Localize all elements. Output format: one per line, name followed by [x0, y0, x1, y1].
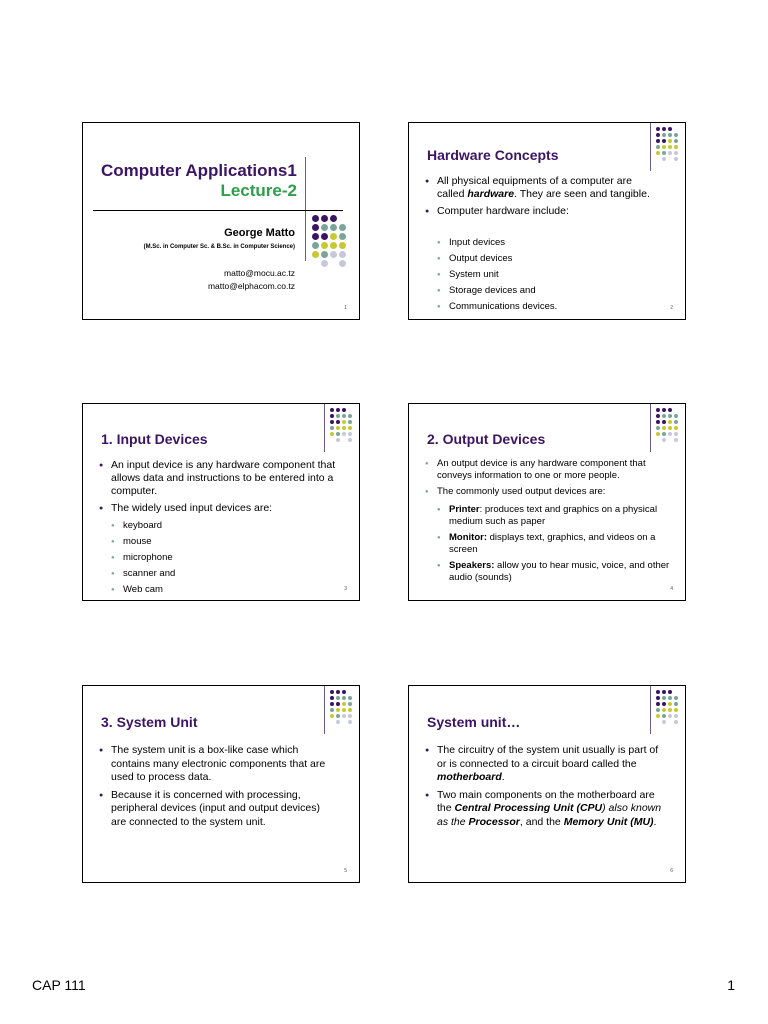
sub-bullet-list [437, 237, 657, 317]
slide-number: 2 [670, 305, 673, 311]
slide-title: 2. Output Devices [427, 431, 546, 447]
email-1: matto@mocu.ac.tz [224, 268, 295, 278]
slide-title: Hardware Concepts [427, 147, 559, 163]
bullet-item: ● An input device is any hardware component that allows data and instructions to be entered into a computer. [99, 459, 337, 498]
sub-bullet-item: ● Speakers: allow you to hear music, voice, and other audio (sounds) [437, 560, 673, 584]
divider-vertical [324, 686, 325, 734]
email-2: matto@elphacom.co.tz [207, 281, 295, 291]
sub-bullet-item: ● Storage devices and [437, 285, 657, 297]
divider-vertical [650, 404, 651, 452]
bullet-list [99, 459, 337, 519]
slide-number: 3 [344, 586, 347, 592]
divider-vertical [324, 404, 325, 452]
sub-bullet-list [111, 520, 331, 600]
slide-number: 4 [670, 586, 673, 592]
slide-title: System unit… [427, 714, 521, 730]
slide-title: 3. System Unit [101, 714, 198, 730]
slide-6 [408, 685, 686, 883]
bullet-item: ● The commonly used output devices are: [425, 486, 671, 498]
slide-3 [82, 403, 360, 601]
slide-number: 1 [344, 305, 347, 311]
bullet-list [425, 175, 657, 222]
slide-title: 1. Input Devices [101, 431, 208, 447]
slide-2 [408, 122, 686, 320]
bullet-item: ● An output device is any hardware component that conveys information to one or more people. [425, 458, 671, 482]
bullet-item: ● The widely used input devices are: [99, 502, 337, 515]
sub-bullet-list [437, 504, 673, 588]
sub-bullet-item: ● Output devices [437, 253, 657, 265]
footer-course: CAP 111 [32, 977, 86, 993]
slide-subtitle: Lecture-2 [220, 181, 297, 200]
sub-bullet-item: ● keyboard [111, 520, 331, 532]
footer-page-number: 1 [727, 977, 735, 993]
decorative-dots [656, 690, 678, 724]
slide-title: Computer Applications1 [101, 161, 297, 180]
sub-bullet-item: ● Communications devices. [437, 301, 657, 313]
sub-bullet-item: ● microphone [111, 552, 331, 564]
bullet-list [425, 458, 671, 498]
sub-bullet-item: ● Input devices [437, 237, 657, 249]
slide-number: 5 [344, 868, 347, 874]
bullet-item: ● All physical equipments of a computer are called hardware. They are seen and tangible. [425, 175, 657, 201]
bullet-list [99, 744, 337, 833]
sub-bullet-item: ● mouse [111, 536, 331, 548]
divider-vertical [650, 123, 651, 171]
bullet-item: ● The circuitry of the system unit usually is part of or is connected to a circuit board called the motherboard. [425, 744, 669, 785]
decorative-dots [312, 215, 346, 267]
slide-5 [82, 685, 360, 883]
sub-bullet-item: ● System unit [437, 269, 657, 281]
slide-4 [408, 403, 686, 601]
author-name: George Matto [224, 227, 295, 239]
bullet-item: ● Two main components on the motherboard are the Central Processing Unit (CPU) also known as the Processor, and the Memory Unit (MU). [425, 789, 669, 830]
divider-vertical [650, 686, 651, 734]
decorative-dots [330, 408, 352, 442]
decorative-dots [656, 408, 678, 442]
bullet-list [425, 744, 669, 833]
divider-horizontal [93, 210, 343, 211]
decorative-dots [656, 127, 678, 161]
slide-number: 6 [670, 868, 673, 874]
bullet-item: ● Because it is concerned with processing, peripheral devices (input and output devices) are connected to the system unit. [99, 789, 337, 830]
divider-vertical [305, 157, 306, 261]
sub-bullet-item: ● Monitor: displays text, graphics, and videos on a screen [437, 532, 673, 556]
sub-bullet-item: ● scanner and [111, 568, 331, 580]
sub-bullet-item: ● Printer: produces text and graphics on a physical medium such as paper [437, 504, 673, 528]
slide-1 [82, 122, 360, 320]
bullet-item: ● Computer hardware include: [425, 205, 657, 218]
decorative-dots [330, 690, 352, 724]
sub-bullet-item: ● Web cam [111, 584, 331, 596]
author-credentials: (M.Sc. in Computer Sc. & B.Sc. in Computer Science) [143, 244, 295, 250]
bullet-item: ● The system unit is a box-like case which contains many electronic components that are used to process data. [99, 744, 337, 785]
